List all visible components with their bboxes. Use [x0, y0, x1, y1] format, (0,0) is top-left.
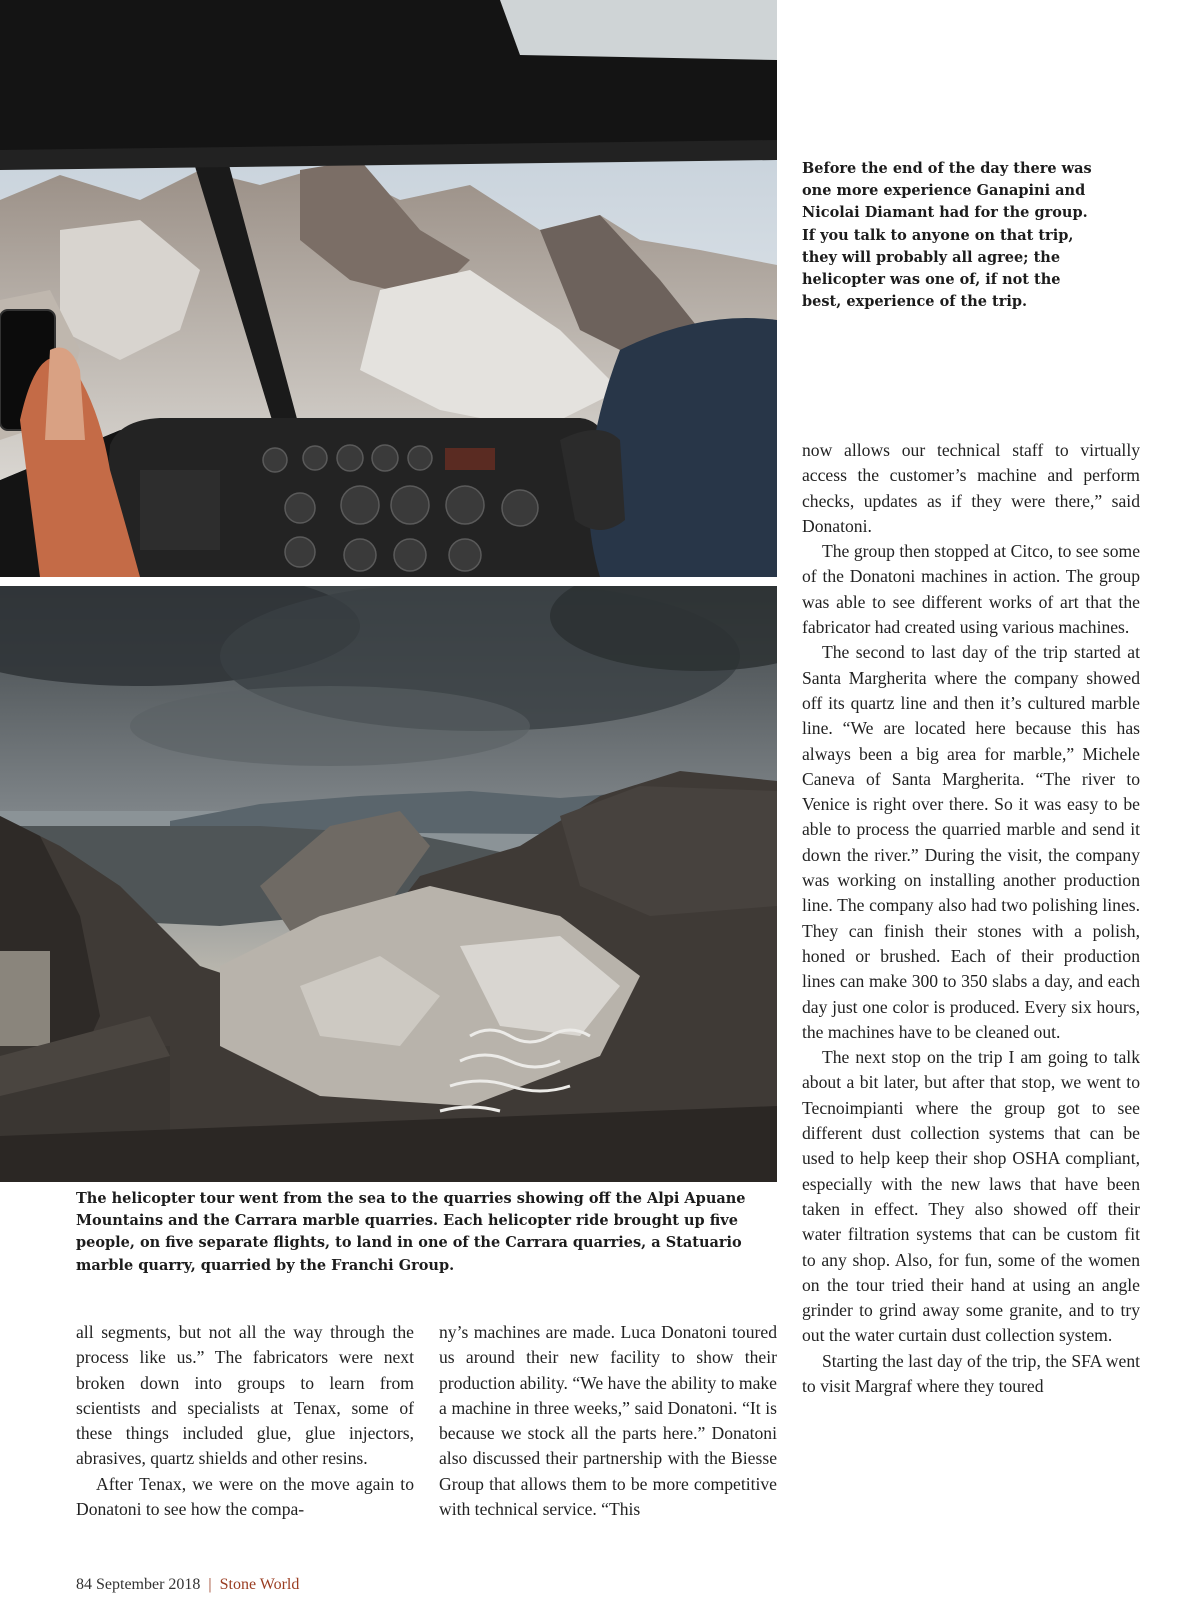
- body-column-middle: [439, 1320, 777, 1548]
- body-paragraph: ny’s machines are made. Luca Donatoni toured us around their new facility to show their production ability. “We have the ability to make a machine in three weeks,” said Donatoni. “It is because we stock all the parts here.” Donatoni also discussed their partnership with the Biesse Group that allows them to be more competitive with technical service. “This: [439, 1322, 777, 1520]
- body-column-right: [802, 438, 1140, 1550]
- top-photo-caption: Before the end of the day there was one more experience Ganapini and Nicolai Diamant had for the group. If you talk to anyone on that trip, they will probably all agree; the helicopter was one of, if not the best, experience of the trip.: [802, 160, 1092, 311]
- body-paragraph: now allows our technical staff to virtually access the customer’s machine and perform checks, updates as if they were there,” said Donatoni.: [802, 440, 1140, 536]
- page-footer: [76, 1576, 476, 1594]
- page-number: 84: [76, 1576, 92, 1593]
- issue-date: September 2018: [96, 1576, 201, 1593]
- body-paragraph: all segments, but not all the way through the process like us.” The fabricators were next broken down into groups to learn from scientists and specialists at Tenax, some of these things included glue, glue injectors, abrasives, quartz shields and other resins.: [76, 1322, 414, 1469]
- magazine-name: Stone World: [219, 1576, 300, 1593]
- helicopter-cockpit-photo: [0, 0, 777, 577]
- bottom-photo-caption: The helicopter tour went from the sea to the quarries showing off the Alpi Apuane Mountains and the Carrara marble quarries. Each helicopter ride brought up five people, on five separate flights, to land in one of the Carrara quarries, a Statuario marble quarry, quarried by the Franchi Group.: [76, 1190, 746, 1274]
- cockpit-photo-art: [0, 0, 777, 577]
- body-paragraph: The second to last day of the trip started at Santa Margherita where the company showed off its quartz line and then it’s cultured marble line. “We are located here because this has always been a big area for marble,” Michele Caneva of Santa Margherita. “The river to Venice is right over there. So it was easy to be able to process the quarried marble and send it down the river.” During the visit, the company was working on installing another production line. The company also had two polishing lines. They can finish their stones with a polish, honed or brushed. Each of their production lines can make 300 to 350 slabs a day, and each day just one color is produced. Every six hours, the machines have to be cleaned out.: [802, 642, 1140, 1042]
- body-paragraph: The group then stopped at Citco, to see some of the Donatoni machines in action. The group was able to see different works of art that the fabricator had created using various machines.: [802, 541, 1140, 638]
- body-paragraph: After Tenax, we were on the move again to Donatoni to see how the compa-: [76, 1473, 414, 1520]
- body-paragraph: The next stop on the trip I am going to talk about a bit later, but after that stop, we went to Tecnoimpianti where the group got to see different dust collection systems that can be used to help keep their shop OSHA compliant, especially with the new laws that have been taken in effect. They also showed off their water filtration systems that can be custom fit to any shop. Also, for fun, some of the women on the tour tried their hand at using an angle grinder to grind away some granite, and to try out the water curtain dust collection system.: [802, 1047, 1140, 1346]
- quarry-photo-art: [0, 586, 777, 1182]
- footer-separator: |: [208, 1576, 212, 1593]
- carrara-quarries-photo: [0, 586, 777, 1182]
- body-paragraph: Starting the last day of the trip, the SFA went to visit Margraf where they toured: [802, 1350, 1140, 1396]
- body-column-left: [76, 1320, 414, 1548]
